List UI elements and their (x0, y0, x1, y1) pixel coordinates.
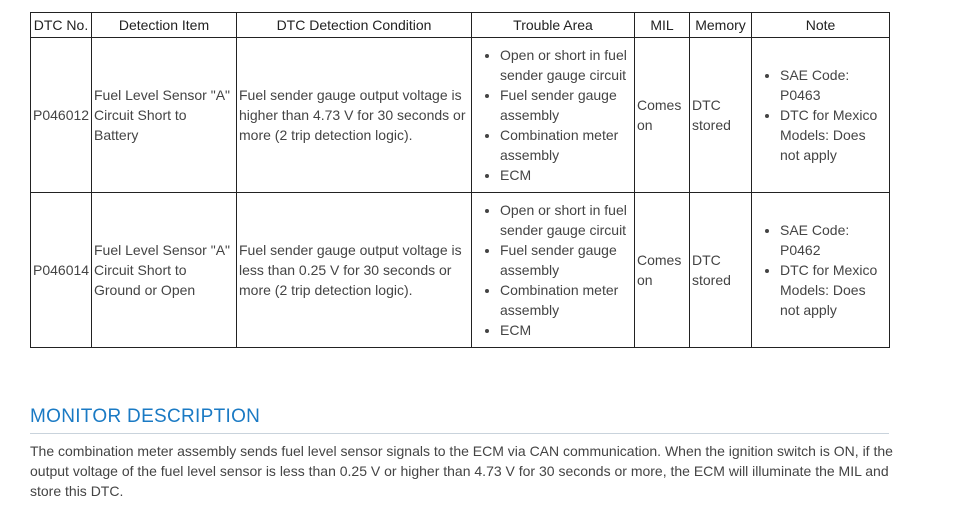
note-item: • DTC for Mexico Models: Does not apply (780, 105, 887, 165)
header-mil: MIL (635, 13, 690, 38)
header-detection-condition: DTC Detection Condition (237, 13, 472, 38)
header-trouble-area: Trouble Area (472, 13, 635, 38)
note (752, 38, 890, 193)
note-item: • SAE Code: P0462 (780, 220, 887, 260)
dtc-number: P046012 (31, 38, 92, 193)
dtc-table (30, 12, 890, 348)
detection-condition: Fuel sender gauge output voltage is higher than 4.73 V for 30 seconds or more (2 trip detection logic). (237, 38, 472, 193)
trouble-area-item: • Open or short in fuel sender gauge circuit (500, 45, 632, 85)
trouble-area (472, 193, 635, 348)
header-detection-item: Detection Item (92, 13, 237, 38)
header-note: Note (752, 13, 890, 38)
note-list (754, 220, 887, 320)
detection-item: Fuel Level Sensor "A" Circuit Short to Ground or Open (92, 193, 237, 348)
section-title: MONITOR DESCRIPTION (30, 406, 261, 427)
dtc-number: P046014 (31, 193, 92, 348)
trouble-area-item: • ECM (500, 320, 632, 340)
trouble-area-item: • ECM (500, 165, 632, 185)
mil-status: Comes on (635, 193, 690, 348)
trouble-area (472, 38, 635, 193)
memory-status: DTC stored (690, 38, 752, 193)
note (752, 193, 890, 348)
trouble-area-item: • Combination meter assembly (500, 125, 632, 165)
monitor-description-text: The combination meter assembly sends fuel level sensor signals to the ECM via CAN communication. When the ignition switch is ON, if the output voltage of the fuel level sensor is less than 0.25 V or higher than 4.73 V for 30 seconds or more, the ECM will illuminate the MIL and store this DTC. (30, 443, 893, 499)
table-header-row (31, 13, 890, 38)
detection-item: Fuel Level Sensor "A" Circuit Short to Battery (92, 38, 237, 193)
table-row (31, 193, 890, 348)
header-dtc-no: DTC No. (31, 13, 92, 38)
trouble-area-item: • Open or short in fuel sender gauge circuit (500, 200, 632, 240)
trouble-area-item: • Fuel sender gauge assembly (500, 240, 632, 280)
note-item: • SAE Code: P0463 (780, 65, 887, 105)
detection-condition: Fuel sender gauge output voltage is less than 0.25 V for 30 seconds or more (2 trip detection logic). (237, 193, 472, 348)
trouble-area-list (474, 45, 632, 185)
note-item: • DTC for Mexico Models: Does not apply (780, 260, 887, 320)
trouble-area-item: • Fuel sender gauge assembly (500, 85, 632, 125)
trouble-area-item: • Combination meter assembly (500, 280, 632, 320)
trouble-area-list (474, 200, 632, 340)
table-row (31, 38, 890, 193)
section-divider (30, 433, 889, 434)
mil-status: Comes on (635, 38, 690, 193)
note-list (754, 65, 887, 165)
memory-status: DTC stored (690, 193, 752, 348)
header-memory: Memory (690, 13, 752, 38)
